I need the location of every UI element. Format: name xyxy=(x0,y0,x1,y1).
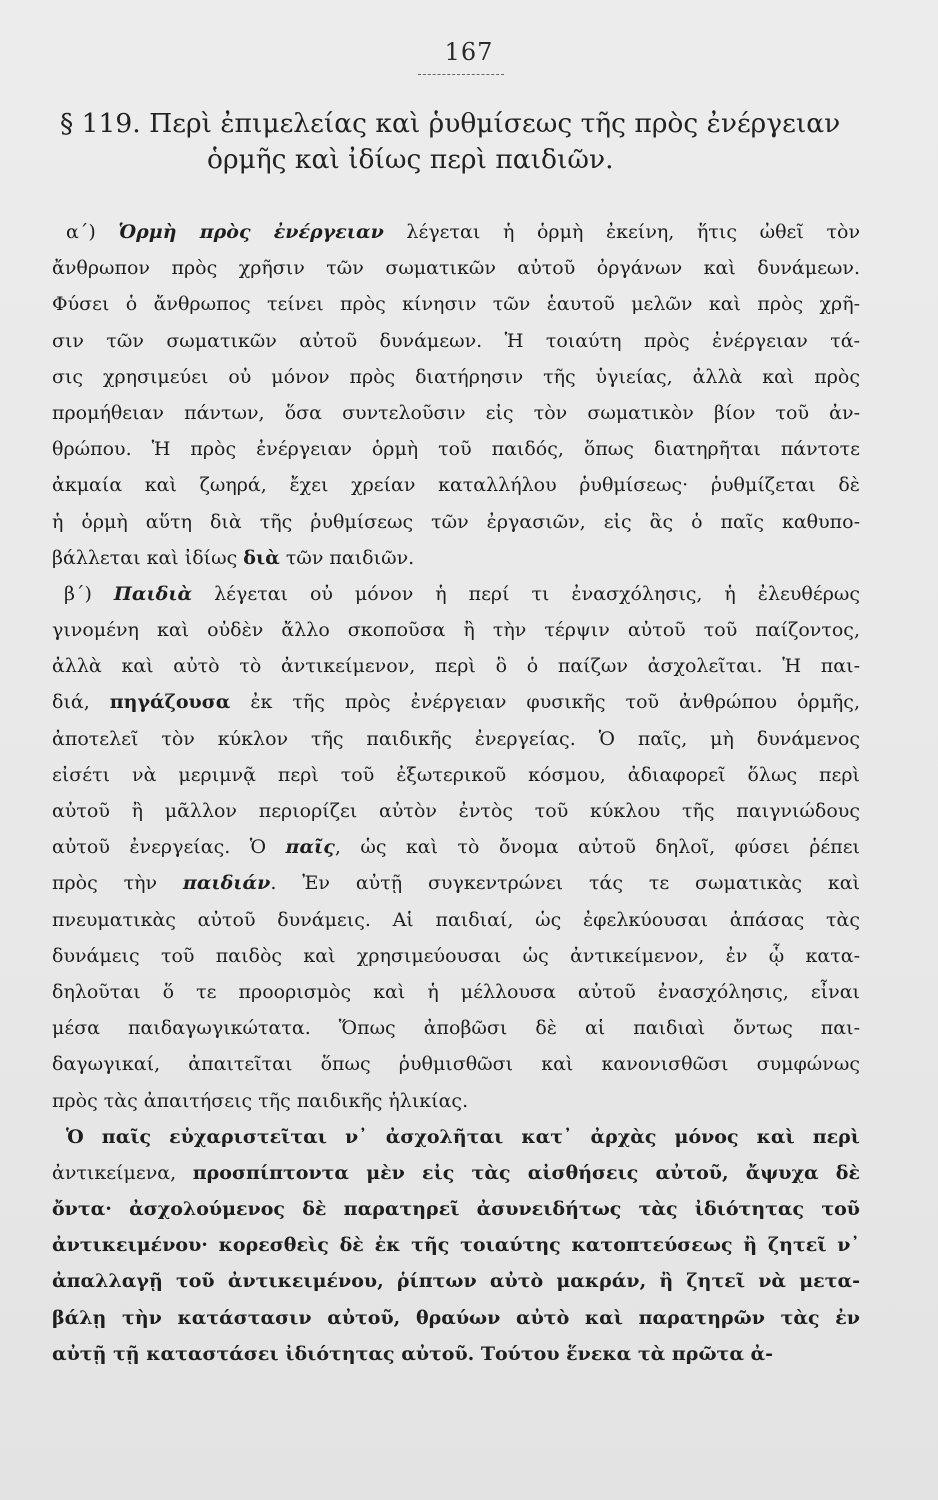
text-segment: λέγεται οὐ μόνον ἡ περί τι ἐνασχόλησις, ἡ ἐλευθέρως xyxy=(192,582,861,605)
section-heading-line-1: § 119. Περὶ ἐπιμελείας καὶ ῥυθμίσεως τῆς πρὸς ἐνέργειαν xyxy=(60,108,841,139)
text-segment: Ὁ παῖς εὐχαριστεῖται ν᾽ ἀσχολῆται κατ᾽ ἀρχὰς μόνος καὶ περὶ xyxy=(66,1125,860,1148)
text-segment: εἰσέτι νὰ μεριμνᾷ περὶ τοῦ ἐξωτερικοῦ κόσμου, ἀδιαφορεῖ ὅλως περὶ xyxy=(52,763,860,786)
emphasized-term: παῖς xyxy=(285,836,335,859)
text-line xyxy=(52,1191,860,1227)
text-line xyxy=(52,431,860,467)
text-line xyxy=(52,359,860,395)
text-line xyxy=(52,1336,860,1372)
page-number: 167 xyxy=(444,38,494,66)
page-number-rule xyxy=(418,74,504,75)
text-line xyxy=(52,576,860,612)
text-segment: ἄνθρωπον πρὸς χρῆσιν τῶν σωματικῶν αὐτοῦ ὀργάνων καὶ δυνάμεων. xyxy=(52,257,860,280)
text-segment: προμήθειαν πάντων, ὅσα συντελοῦσιν εἰς τὸν σωματικὸν βίον τοῦ ἀν- xyxy=(52,401,860,424)
text-segment: τῶν παιδιῶν. xyxy=(279,546,415,569)
text-segment: δαγωγικαί, ἀπαιτεῖται ὅπως ῥυθμισθῶσι καὶ κανονισθῶσι συμφώνως xyxy=(52,1053,860,1076)
text-line xyxy=(52,1227,860,1263)
text-line xyxy=(52,865,860,901)
text-line xyxy=(52,757,860,793)
text-line xyxy=(52,467,860,503)
text-segment: λέγεται ἡ ὁρμὴ ἐκείνη, ἥτις ὠθεῖ τὸν xyxy=(383,221,860,243)
text-segment: ἀποτελεῖ τὸν κύκλον τῆς παιδικῆς ἐνεργείας. Ὁ παῖς, μὴ δυνάμενος xyxy=(52,727,860,750)
text-line xyxy=(52,1046,860,1082)
text-line xyxy=(52,395,860,431)
text-line xyxy=(52,721,860,757)
emphasized-term: παιδιάν xyxy=(182,872,271,895)
text-segment: , ὡς καὶ τὸ ὄνομα αὐτοῦ δηλοῖ, φύσει ῥέπει xyxy=(334,836,861,859)
text-line xyxy=(52,504,860,540)
text-segment: ἀντικειμένου· κορεσθεὶς δὲ ἐκ τῆς τοιαύτης κατοπτεύσεως ἢ ζητεῖ ν᾽ xyxy=(52,1234,860,1257)
section-heading-line-2: ὁρμῆς καὶ ἰδίως περὶ παιδιῶν. xyxy=(207,144,614,175)
paragraph xyxy=(52,214,860,576)
text-line xyxy=(52,1300,860,1336)
text-line xyxy=(52,1010,860,1046)
text-line xyxy=(52,902,860,938)
text-line xyxy=(52,974,860,1010)
text-segment: . Ἐν αὐτῇ συγκεντρώνει τάς τε σωματικὰς καὶ xyxy=(270,872,861,895)
paragraph xyxy=(52,1119,860,1372)
text-line xyxy=(52,214,860,250)
text-segment: πηγάζουσα xyxy=(109,691,231,714)
text-segment: ἀπαλλαγῇ τοῦ ἀντικειμένου, ῥίπτων αὐτὸ μακράν, ἢ ζητεῖ νὰ μετα- xyxy=(52,1270,860,1293)
text-line xyxy=(52,1119,860,1155)
text-segment: βάλῃ τὴν κατάστασιν αὐτοῦ, θραύων αὐτὸ καὶ παρατηρῶν τὰς ἐν xyxy=(52,1306,860,1329)
text-segment: αὐτῇ τῇ καταστάσει ἰδιότητας αὐτοῦ. Τούτου ἕνεκα τὰ πρῶτα ἀ- xyxy=(52,1342,774,1365)
text-segment: Φύσει ὁ ἄνθρωπος τείνει πρὸς κίνησιν τῶν ἑαυτοῦ μελῶν καὶ πρὸς χρῆ- xyxy=(52,293,860,316)
text-line xyxy=(52,1263,860,1299)
text-segment: πνευματικὰς αὐτοῦ δυνάμεις. Αἱ παιδιαί, ὡς ἐφελκύουσαι ἁπάσας τὰς xyxy=(52,908,860,931)
text-segment: γινομένη καὶ οὐδὲν ἄλλο σκοποῦσα ἢ τὴν τέρψιν αὐτοῦ τοῦ παίζοντος, xyxy=(52,619,860,642)
text-segment: θρώπου. Ἡ πρὸς ἐνέργειαν ὁρμὴ τοῦ παιδός, ὅπως διατηρῆται πάντοτε xyxy=(52,438,860,461)
text-segment: πρὸς τὰς ἀπαιτήσεις τῆς παιδικῆς ἡλικίας. xyxy=(52,1089,469,1112)
text-segment: ἀκμαία καὶ ζωηρά, ἔχει χρείαν καταλλήλου ῥυθμίσεως· ῥυθμίζεται δὲ xyxy=(52,474,860,497)
text-line xyxy=(52,684,860,720)
emphasized-term: Παιδιὰ xyxy=(113,582,193,605)
text-segment: δηλοῦται ὅ τε προορισμὸς καὶ ἡ μέλλουσα αὐτοῦ ἐνασχόλησις, εἶναι xyxy=(52,980,860,1003)
text-line xyxy=(52,250,860,286)
text-segment: ὄντα· ἀσχολούμενος δὲ παρατηρεῖ ἀσυνειδήτως τὰς ἰδιότητας τοῦ xyxy=(52,1198,860,1221)
text-segment: δυνάμεις τοῦ παιδὸς καὶ χρησιμεύουσαι ὡς ἀντικείμενον, ἐν ᾧ κατα- xyxy=(52,944,860,967)
text-segment: α΄) xyxy=(66,221,119,243)
section-heading xyxy=(60,106,880,178)
text-line xyxy=(52,286,860,322)
text-segment: ἀλλὰ καὶ αὐτὸ τὸ ἀντικείμενον, περὶ ὃ ὁ παίζων ἀσχολεῖται. Ἡ παι- xyxy=(52,655,860,678)
text-line xyxy=(52,793,860,829)
text-line xyxy=(52,540,860,576)
text-segment: πρὸς τὴν xyxy=(52,872,183,895)
text-segment: σιν τῶν σωματικῶν αὐτοῦ δυνάμεων. Ἡ τοιαύτη πρὸς ἐνέργειαν τά- xyxy=(52,329,860,352)
text-segment: μέσα παιδαγωγικώτατα. Ὅπως ἀποβῶσι δὲ αἱ παιδιαὶ ὄντως παι- xyxy=(52,1017,860,1040)
text-segment: διὰ xyxy=(243,546,280,569)
text-segment: προσπίπτοντα μὲν εἰς τὰς αἰσθήσεις αὐτοῦ, ἄψυχα δὲ xyxy=(192,1161,860,1184)
text-segment: αὐτοῦ ἢ μᾶλλον περιορίζει αὐτὸν ἐντὸς τοῦ κύκλου τῆς παιγνιώδους xyxy=(52,800,860,822)
text-line xyxy=(52,612,860,648)
text-segment: ἀντικείμενα, xyxy=(52,1161,193,1184)
text-line xyxy=(52,938,860,974)
text-line xyxy=(52,1083,860,1119)
text-segment: ἡ ὁρμὴ αὕτη διὰ τῆς ῥυθμίσεως τῶν ἐργασιῶν, εἰς ἃς ὁ παῖς καθυπο- xyxy=(52,510,860,533)
text-line xyxy=(52,648,860,684)
paragraph xyxy=(52,576,860,1119)
body-text xyxy=(52,214,860,1372)
text-segment: αὐτοῦ ἐνεργείας. Ὁ xyxy=(52,836,286,859)
text-segment: β΄) xyxy=(64,582,114,605)
text-line xyxy=(52,1155,860,1191)
text-segment: σις χρησιμεύει οὐ μόνον πρὸς διατήρησιν τῆς ὑγιείας, ἀλλὰ καὶ πρὸς xyxy=(52,365,860,388)
text-segment: διά, xyxy=(52,691,110,714)
text-line xyxy=(52,829,860,865)
text-line xyxy=(52,323,860,359)
text-segment: ἐκ τῆς πρὸς ἐνέργειαν φυσικῆς τοῦ ἀνθρώπου ὁρμῆς, xyxy=(230,691,860,714)
emphasized-term: Ὁρμὴ πρὸς ἐνέργειαν xyxy=(118,221,384,243)
text-segment: βάλλεται καὶ ἰδίως xyxy=(52,546,244,569)
